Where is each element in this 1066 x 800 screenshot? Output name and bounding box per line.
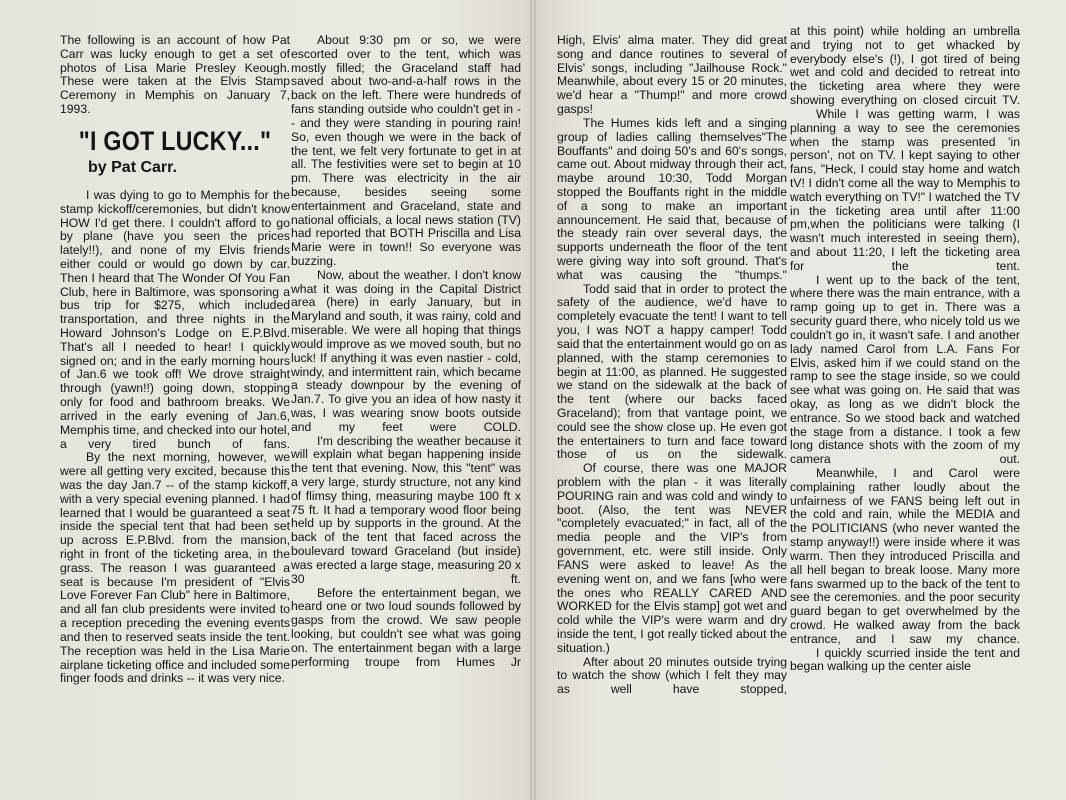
paragraph: While I was getting warm, I was planning a way to see the ceremonies when the stamp was presented 'in person', not on TV. I kept saying to other fans, "Heck, I could stay home and watch tV! I didn't come all the way to Memphis to watch everything on TV!" I watched the TV in the ticketing area until after 11:00 pm,when the politicians were talking (I wasn't much interested in seeing them), and about 11:20, I left the ticketing area for the tent.: [790, 106, 1020, 273]
paragraph: Of course, there was one MAJOR problem with the plan - it was literally POURING rain and was cold and windy to boot. (Also, the tent was NEVER "completely evacuated;" in fact, all of the media people and the VIP's from government, etc. were still inside. Only FANS were asked to leave! As the evening went on, and we fans [who were the ones who REALLY CARED AND WORKED for the Elvis stamp] got wet and cold while the VIP's were warm and dry inside the tent, I got really ticked about the situation.): [557, 461, 787, 655]
column-1: [60, 34, 290, 686]
article-headline: "I GOT LUCKY...": [78, 125, 272, 156]
paragraph: The Humes kids left and a singing group of ladies calling themselves"The Bouffants" and doing 50's and 60's songs, came out. About midway through their act, maybe around 10:30, Todd Morgan stopped the Bouffants right in the middle of a song to make an important announcement. He said that, because of the steady rain over several days, the supports underneath the floor of the tent were giving way into soft ground. That's what was causing the "thumps.": [557, 115, 787, 282]
paragraph: High, Elvis' alma mater. They did great song and dance routines to several of Elvis' songs, including "Jailhouse Rock." Meanwhile, about every 15 or 20 minutes, we'd hear a "Thump!" and more crowd gasps!: [557, 33, 787, 117]
article-byline: by Pat Carr.: [88, 158, 177, 176]
paragraph: Meanwhile, I and Carol were complaining rather loudly about the unfairness of we FANS being left out in the cold and rain, while the MEDIA and the POLITICIANS (who never wanted the stamp anyway!!) were inside where it was warm. Then they introduced Priscilla and all hell began to break loose. Many more fans swarmed up to the back of the tent to see the ceremonies. and the poor security guard began to get overwhelmed by the crowd. He walked away from the back entrance, and I saw my chance.: [790, 466, 1020, 646]
column-3: [557, 34, 787, 697]
paragraph: I was dying to go to Memphis for the stamp kickoff/ceremonies, but didn't know HOW I'd get there. I couldn't afford to go by plane (have you seen the prices lately!!), and none of my Elvis friends either could or would go down by car. Then I heard that The Wonder Of You Fan Club, here in Baltimore, was sponsoring a bus trip for $275, which included transportation, and three nights in the Howard Johnson's Lodge on E.P.Blvd. That's all I needed to hear! I quickly signed on; and in the early morning hours of Jan.6 we took off! We drove straight through (yawn!!) going down, stopping only for food and bathroom breaks. We arrived in the early evening of Jan.6, Memphis time, and checked into our hotel, a very tired bunch of fans.: [60, 187, 290, 451]
paragraph: About 9:30 pm or so, we were escorted over to the tent, which was mostly filled; the Graceland staff had saved about two-and-a-half rows in the back on the left. There were hundreds of fans standing outside who couldn't get in -- and they were standing in pouring rain! So, even though we were in the back of the tent, we felt very fortunate to get in at all. The festivities were set to begin at 10 pm. There was electricity in the air because, besides seeing some entertainment and Graceland, state and national officials, a local news station (TV) had reported that BOTH Priscilla and Lisa Marie were in town!! So everyone was buzzing.: [291, 33, 521, 268]
paragraph: Todd said that in order to protect the safety of the audience, we'd have to completely evacuate the tent! I want to tell you, I was NOT a happy camper! Todd said that the entertainment would go on as planned, with the stamp ceremonies to begin at 11:00, as planned. He suggested we stand on the sidewalk at the back of the tent (where our backs faced Graceland); from that vantage point, we could see the show close up. He even got the entertainers to turn and face toward those of us on the sidewalk.: [557, 281, 787, 462]
column-2: [291, 34, 521, 669]
intro-paragraph: The following is an account of how Pat Carr was lucky enough to get a set of photos of Lisa Marie Presley Keough. These were taken at the Elvis Stamp Ceremony in Memphis on January 7, 1993.: [60, 33, 290, 117]
paragraph: I quickly scurried inside the tent and began walking up the center aisle: [790, 645, 1020, 674]
page-gutter: [530, 0, 536, 800]
column-4: [790, 25, 1020, 674]
paragraph: By the next morning, however, we were all getting very excited, because this was the day Jan.7 -- of the stamp kickoff, with a very special evening planned. I had learned that I would be guaranteed a seat inside the special tent that had been set up across E.P.Blvd. from the mansion, right in front of the ticketing area, in the grass. The reason I was guaranteed a seat is because I'm president of "Elvis Love Forever Fan Club" here in Baltimore, and all fan club presidents were invited to a reception preceding the evening events and then to reserved seats inside the tent. The reception was held in the Lisa Marie airplane ticketing office and included some finger foods and drinks -- it was very nice.: [60, 450, 290, 686]
paragraph: at this point) while holding an umbrella and trying not to get whacked by everybody else's (!), I got tired of being wet and cold and decided to retreat into the ticketing area where they were showing everything on closed circuit TV.: [790, 24, 1020, 108]
paragraph: Now, about the weather. I don't know what it was doing in the Capital District area (here) in early January, but in Maryland and south, it was rainy, cold and miserable. We were all hoping that things would improve as we moved south, but no luck! If anything it was even nastier - cold, windy, and intermittent rain, which became a steady downpour by the evening of Jan.7. To give you an idea of how nasty it was, I was wearing snow boots outside and my feet were COLD.: [291, 267, 521, 434]
paragraph: After about 20 minutes outside trying to watch the show (which I felt they may as well have stopped,: [557, 654, 787, 697]
paragraph: Before the entertainment began, we heard one or two loud sounds followed by gasps from the crowd. We saw people looking, but couldn't see what was going on. The entertainment began with a large performing troupe from Humes Jr: [291, 585, 521, 669]
paragraph: I'm describing the weather because it will explain what began happening inside the tent that evening. Now, this "tent" was a very large, sturdy structure, not any kind of flimsy thing, measuring maybe 100 ft x 75 ft. It had a temporary wood floor being held up by supports in the ground. At the back of the tent that faced across the boulevard toward Graceland (but inside) was erected a large stage, measuring 20 x 30 ft.: [291, 433, 521, 586]
paragraph: I went up to the back of the tent, where there was the main entrance, with a ramp going up to get in. There was a security guard there, who nicely told us we couldn't go in, it wasn't safe. I and another lady named Carol from L.A. Fans For Elvis, asked him if we could stand on the ramp to see the stage inside, so we could see what was going on. He said that was okay, as long as we didn't block the entrance. So we stood back and watched the stage from a distance. I took a few long distance shots with the zoom of my camera out.: [790, 272, 1020, 467]
